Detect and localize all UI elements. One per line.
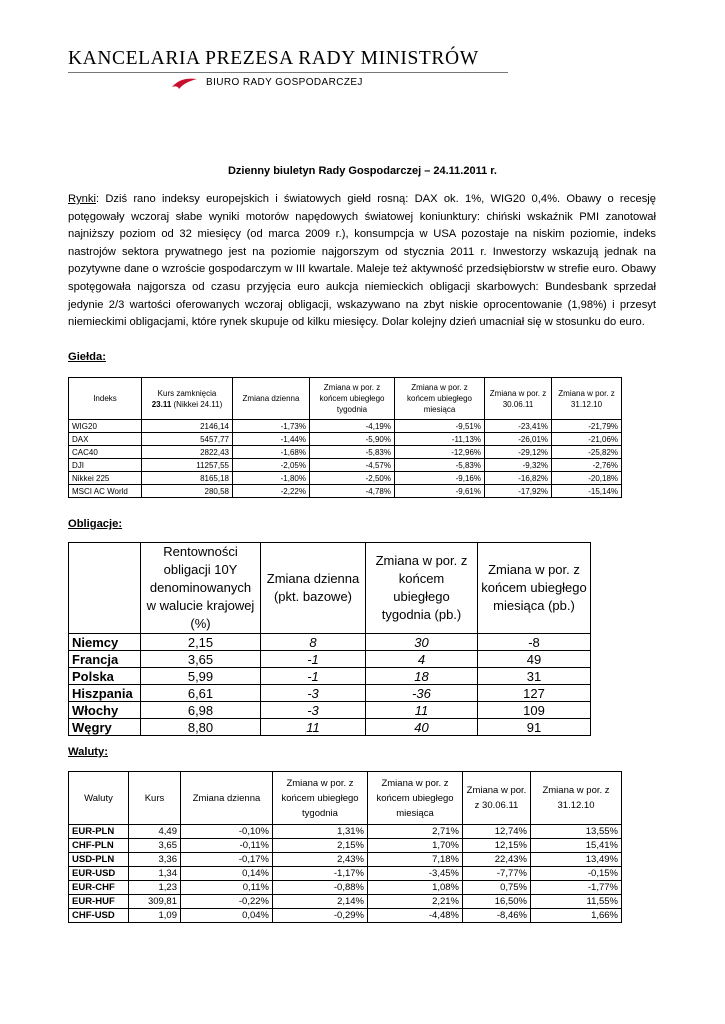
row-label-cell: EUR-HUF — [69, 895, 129, 909]
table-cell: 2,15% — [273, 839, 368, 853]
table-cell: -1,77% — [531, 881, 622, 895]
table-cell: 11257,55 — [142, 459, 233, 472]
table-cell: 18 — [366, 668, 478, 685]
row-label-cell: CAC40 — [69, 446, 142, 459]
table-cell: -21,06% — [552, 433, 622, 446]
table-row — [69, 895, 622, 909]
table-cell: -3 — [261, 685, 366, 702]
table-cell: -0,10% — [181, 825, 273, 839]
row-label-cell: WIG20 — [69, 420, 142, 433]
table-cell: -1,73% — [233, 420, 310, 433]
row-label-cell: Polska — [69, 668, 141, 685]
table-row — [69, 881, 622, 895]
table-cell: -2,05% — [233, 459, 310, 472]
table-cell: -4,19% — [310, 420, 395, 433]
row-label-cell: Francja — [69, 651, 141, 668]
table-cell: -9,61% — [395, 485, 485, 498]
table-row — [69, 634, 591, 651]
document-title: Dzienny biuletyn Rady Gospodarczej – 24.11.2011 r. — [227, 165, 497, 177]
table-header-row — [69, 543, 591, 634]
table-cell: 2,71% — [368, 825, 463, 839]
table-cell: -0,11% — [181, 839, 273, 853]
table-cell: -9,16% — [395, 472, 485, 485]
table-row — [69, 839, 622, 853]
row-label-cell: Nikkei 225 — [69, 472, 142, 485]
table-cell: -26,01% — [485, 433, 552, 446]
table-cell: 11,55% — [531, 895, 622, 909]
table-row — [69, 685, 591, 702]
table-cell: -4,48% — [368, 909, 463, 923]
column-header: Zmiana w por. z 31.12.10 — [552, 378, 622, 420]
column-header: Indeks — [69, 378, 142, 420]
table-row — [69, 702, 591, 719]
table-row — [69, 485, 622, 498]
table-cell: -15,14% — [552, 485, 622, 498]
table-cell: -1,17% — [273, 867, 368, 881]
column-header: Zmiana w por. z końcem ubiegłego tygodnia — [273, 772, 368, 825]
obligacje-label: Obligacje — [68, 518, 119, 530]
table-cell: 3,65 — [141, 651, 261, 668]
row-label-cell: Niemcy — [69, 634, 141, 651]
table-cell: 4 — [366, 651, 478, 668]
table-cell: 15,41% — [531, 839, 622, 853]
table-cell: 8165,18 — [142, 472, 233, 485]
row-label-cell: DAX — [69, 433, 142, 446]
table-cell: 30 — [366, 634, 478, 651]
table-cell: 2822,43 — [142, 446, 233, 459]
table-cell: 4,49 — [129, 825, 181, 839]
row-label-cell: MSCI AC World — [69, 485, 142, 498]
table-cell: 3,36 — [129, 853, 181, 867]
gielda-heading: Giełda: — [68, 351, 106, 363]
table-cell: 12,74% — [463, 825, 531, 839]
table-row — [69, 719, 591, 736]
column-header: Zmiana w por. z 30.06.11 — [485, 378, 552, 420]
table-cell: -9,32% — [485, 459, 552, 472]
table-cell: 49 — [478, 651, 591, 668]
row-label-cell: CHF-USD — [69, 909, 129, 923]
table-cell: -0,22% — [181, 895, 273, 909]
rynki-text: : Dziś rano indeksy europejskich i światowych giełd rosną: DAX ok. 1%, WIG20 0,4%. Obawy o recesję potęgowały wczoraj słabe wyniki motorów napędowych światowej koniunktury: chiński wskaźnik PMI zanotował najniższy poziom od 32 miesięcy (od marca 2009 r.), konsumpcja w USA pozostaje na niskim poziomie, indeks nastrojów sektora prywatnego jest na poziomie najgorszym od stycznia 2011 r. Inwestorzy wskazują jednak na pozytywne dane o wzroście gospodarczym w III kwartale. Maleje też aktywność przedsiębiorstw w strefie euro. Obawy spotęgowała najgorsza od czasu przyjęcia euro aukcja niemieckich obligacji skarbowych: Bundesbank sprzedał jedynie 2/3 wartości oferowanych wczoraj obligacji, wskazywano na zbyt niskie oprocentowanie (1,98%) i przesyt niemieckimi obligacjami, które rynek skupuje od kilku miesięcy. Dolar kolejny dzień umacniał się w stosunku do euro. — [68, 193, 656, 329]
table-cell: 1,34 — [129, 867, 181, 881]
table-cell: 6,61 — [141, 685, 261, 702]
table-cell: 13,55% — [531, 825, 622, 839]
table-cell: 6,98 — [141, 702, 261, 719]
table-row — [69, 668, 591, 685]
column-header: Kurs — [129, 772, 181, 825]
table-cell: -7,77% — [463, 867, 531, 881]
table-cell: 5,99 — [141, 668, 261, 685]
table-cell: -20,18% — [552, 472, 622, 485]
table-cell: 3,65 — [129, 839, 181, 853]
column-header: Zmiana w por. z końcem ubiegłego miesiąca — [395, 378, 485, 420]
table-cell: -8,46% — [463, 909, 531, 923]
table-cell: 1,23 — [129, 881, 181, 895]
table-cell: 127 — [478, 685, 591, 702]
table-cell: 91 — [478, 719, 591, 736]
column-header: Zmiana w por. z końcem ubiegłego tygodnia (pb.) — [366, 543, 478, 634]
table-cell: -1 — [261, 668, 366, 685]
table-cell: 0,14% — [181, 867, 273, 881]
table-cell: 2,43% — [273, 853, 368, 867]
table-cell: -0,88% — [273, 881, 368, 895]
table-cell: 7,18% — [368, 853, 463, 867]
column-header: Zmiana dzienna (pkt. bazowe) — [261, 543, 366, 634]
table-row — [69, 446, 622, 459]
column-header: Zmiana dzienna — [181, 772, 273, 825]
table-cell: -5,83% — [395, 459, 485, 472]
table-cell: 22,43% — [463, 853, 531, 867]
table-cell: -4,57% — [310, 459, 395, 472]
table-cell: 1,31% — [273, 825, 368, 839]
table-cell: -2,50% — [310, 472, 395, 485]
org-subtitle: BIURO RADY GOSPODARCZEJ — [206, 77, 363, 88]
table-cell: 1,66% — [531, 909, 622, 923]
table-cell: 0,75% — [463, 881, 531, 895]
table-cell: 31 — [478, 668, 591, 685]
table-row — [69, 825, 622, 839]
table-cell: 0,11% — [181, 881, 273, 895]
table-header-row — [69, 378, 622, 420]
document-header — [68, 48, 508, 88]
table-cell: -1,80% — [233, 472, 310, 485]
rynki-paragraph — [68, 191, 656, 332]
table-cell: 1,70% — [368, 839, 463, 853]
table-row — [69, 651, 591, 668]
table-cell: -0,17% — [181, 853, 273, 867]
row-label-cell: EUR-USD — [69, 867, 129, 881]
table-cell: -8 — [478, 634, 591, 651]
table-cell: -25,82% — [552, 446, 622, 459]
table-cell: -3,45% — [368, 867, 463, 881]
table-row — [69, 853, 622, 867]
table-cell: -1 — [261, 651, 366, 668]
table-cell: 2,15 — [141, 634, 261, 651]
waluty-heading: Waluty: — [68, 746, 108, 758]
table-cell: 1,09 — [129, 909, 181, 923]
table-cell: -21,79% — [552, 420, 622, 433]
row-label-cell: DJI — [69, 459, 142, 472]
column-header: Zmiana w por. z 31.12.10 — [531, 772, 622, 825]
table-cell: -17,92% — [485, 485, 552, 498]
table-cell: -5,90% — [310, 433, 395, 446]
row-label-cell: EUR-PLN — [69, 825, 129, 839]
column-header: Kurs zamknięcia 23.11 (Nikkei 24.11) — [142, 378, 233, 420]
row-label-cell: Węgry — [69, 719, 141, 736]
rynki-label: Rynki — [68, 193, 96, 205]
column-header: Rentowności obligacji 10Y denominowanych w walucie krajowej (%) — [141, 543, 261, 634]
row-label-cell: CHF-PLN — [69, 839, 129, 853]
table-cell: 8,80 — [141, 719, 261, 736]
row-label-cell: USD-PLN — [69, 853, 129, 867]
table-cell: 8 — [261, 634, 366, 651]
table-cell: 2146,14 — [142, 420, 233, 433]
table-cell: 13,49% — [531, 853, 622, 867]
table-cell: -4,78% — [310, 485, 395, 498]
table-cell: 12,15% — [463, 839, 531, 853]
table-cell: -23,41% — [485, 420, 552, 433]
table-cell: -1,68% — [233, 446, 310, 459]
logo-flag-icon — [170, 76, 198, 90]
table-cell: -0,15% — [531, 867, 622, 881]
table-cell: -2,76% — [552, 459, 622, 472]
column-header: Zmiana w por. z końcem ubiegłego miesiąca — [368, 772, 463, 825]
column-header: Zmiana w por. z końcem ubiegłego miesiąca (pb.) — [478, 543, 591, 634]
table-cell: 309,81 — [129, 895, 181, 909]
waluty-table — [68, 771, 622, 923]
waluty-label: Waluty — [68, 746, 105, 758]
obligacje-table — [68, 542, 591, 736]
table-cell: -2,22% — [233, 485, 310, 498]
org-title: KANCELARIA PREZESA RADY MINISTRÓW — [68, 48, 479, 69]
table-cell: 5457,77 — [142, 433, 233, 446]
table-row — [69, 867, 622, 881]
table-cell: -0,29% — [273, 909, 368, 923]
table-cell: -3 — [261, 702, 366, 719]
table-cell: 280,58 — [142, 485, 233, 498]
table-cell: 11 — [366, 702, 478, 719]
column-header: Zmiana w por. z 30.06.11 — [463, 772, 531, 825]
table-header-row — [69, 772, 622, 825]
table-row — [69, 472, 622, 485]
table-cell: -11,13% — [395, 433, 485, 446]
row-label-cell: Włochy — [69, 702, 141, 719]
table-cell: -5,83% — [310, 446, 395, 459]
table-cell: 0,04% — [181, 909, 273, 923]
column-header: Waluty — [69, 772, 129, 825]
gielda-table — [68, 377, 622, 498]
row-label-cell: EUR-CHF — [69, 881, 129, 895]
column-header: Zmiana dzienna — [233, 378, 310, 420]
table-row — [69, 420, 622, 433]
header-divider — [68, 72, 508, 73]
table-cell: 40 — [366, 719, 478, 736]
table-row — [69, 433, 622, 446]
table-cell: -1,44% — [233, 433, 310, 446]
table-cell: 2,21% — [368, 895, 463, 909]
table-row — [69, 909, 622, 923]
column-header: Zmiana w por. z końcem ubiegłego tygodnia — [310, 378, 395, 420]
table-cell: -12,96% — [395, 446, 485, 459]
obligacje-heading: Obligacje: — [68, 518, 123, 530]
table-cell: -29,12% — [485, 446, 552, 459]
table-cell: 1,08% — [368, 881, 463, 895]
gielda-label: Giełda — [68, 351, 103, 363]
table-cell: 109 — [478, 702, 591, 719]
table-cell: -16,82% — [485, 472, 552, 485]
table-cell: 11 — [261, 719, 366, 736]
table-cell: 2,14% — [273, 895, 368, 909]
table-cell: -36 — [366, 685, 478, 702]
row-label-cell: Hiszpania — [69, 685, 141, 702]
table-row — [69, 459, 622, 472]
table-cell: 16,50% — [463, 895, 531, 909]
column-header — [69, 543, 141, 634]
table-cell: -9,51% — [395, 420, 485, 433]
